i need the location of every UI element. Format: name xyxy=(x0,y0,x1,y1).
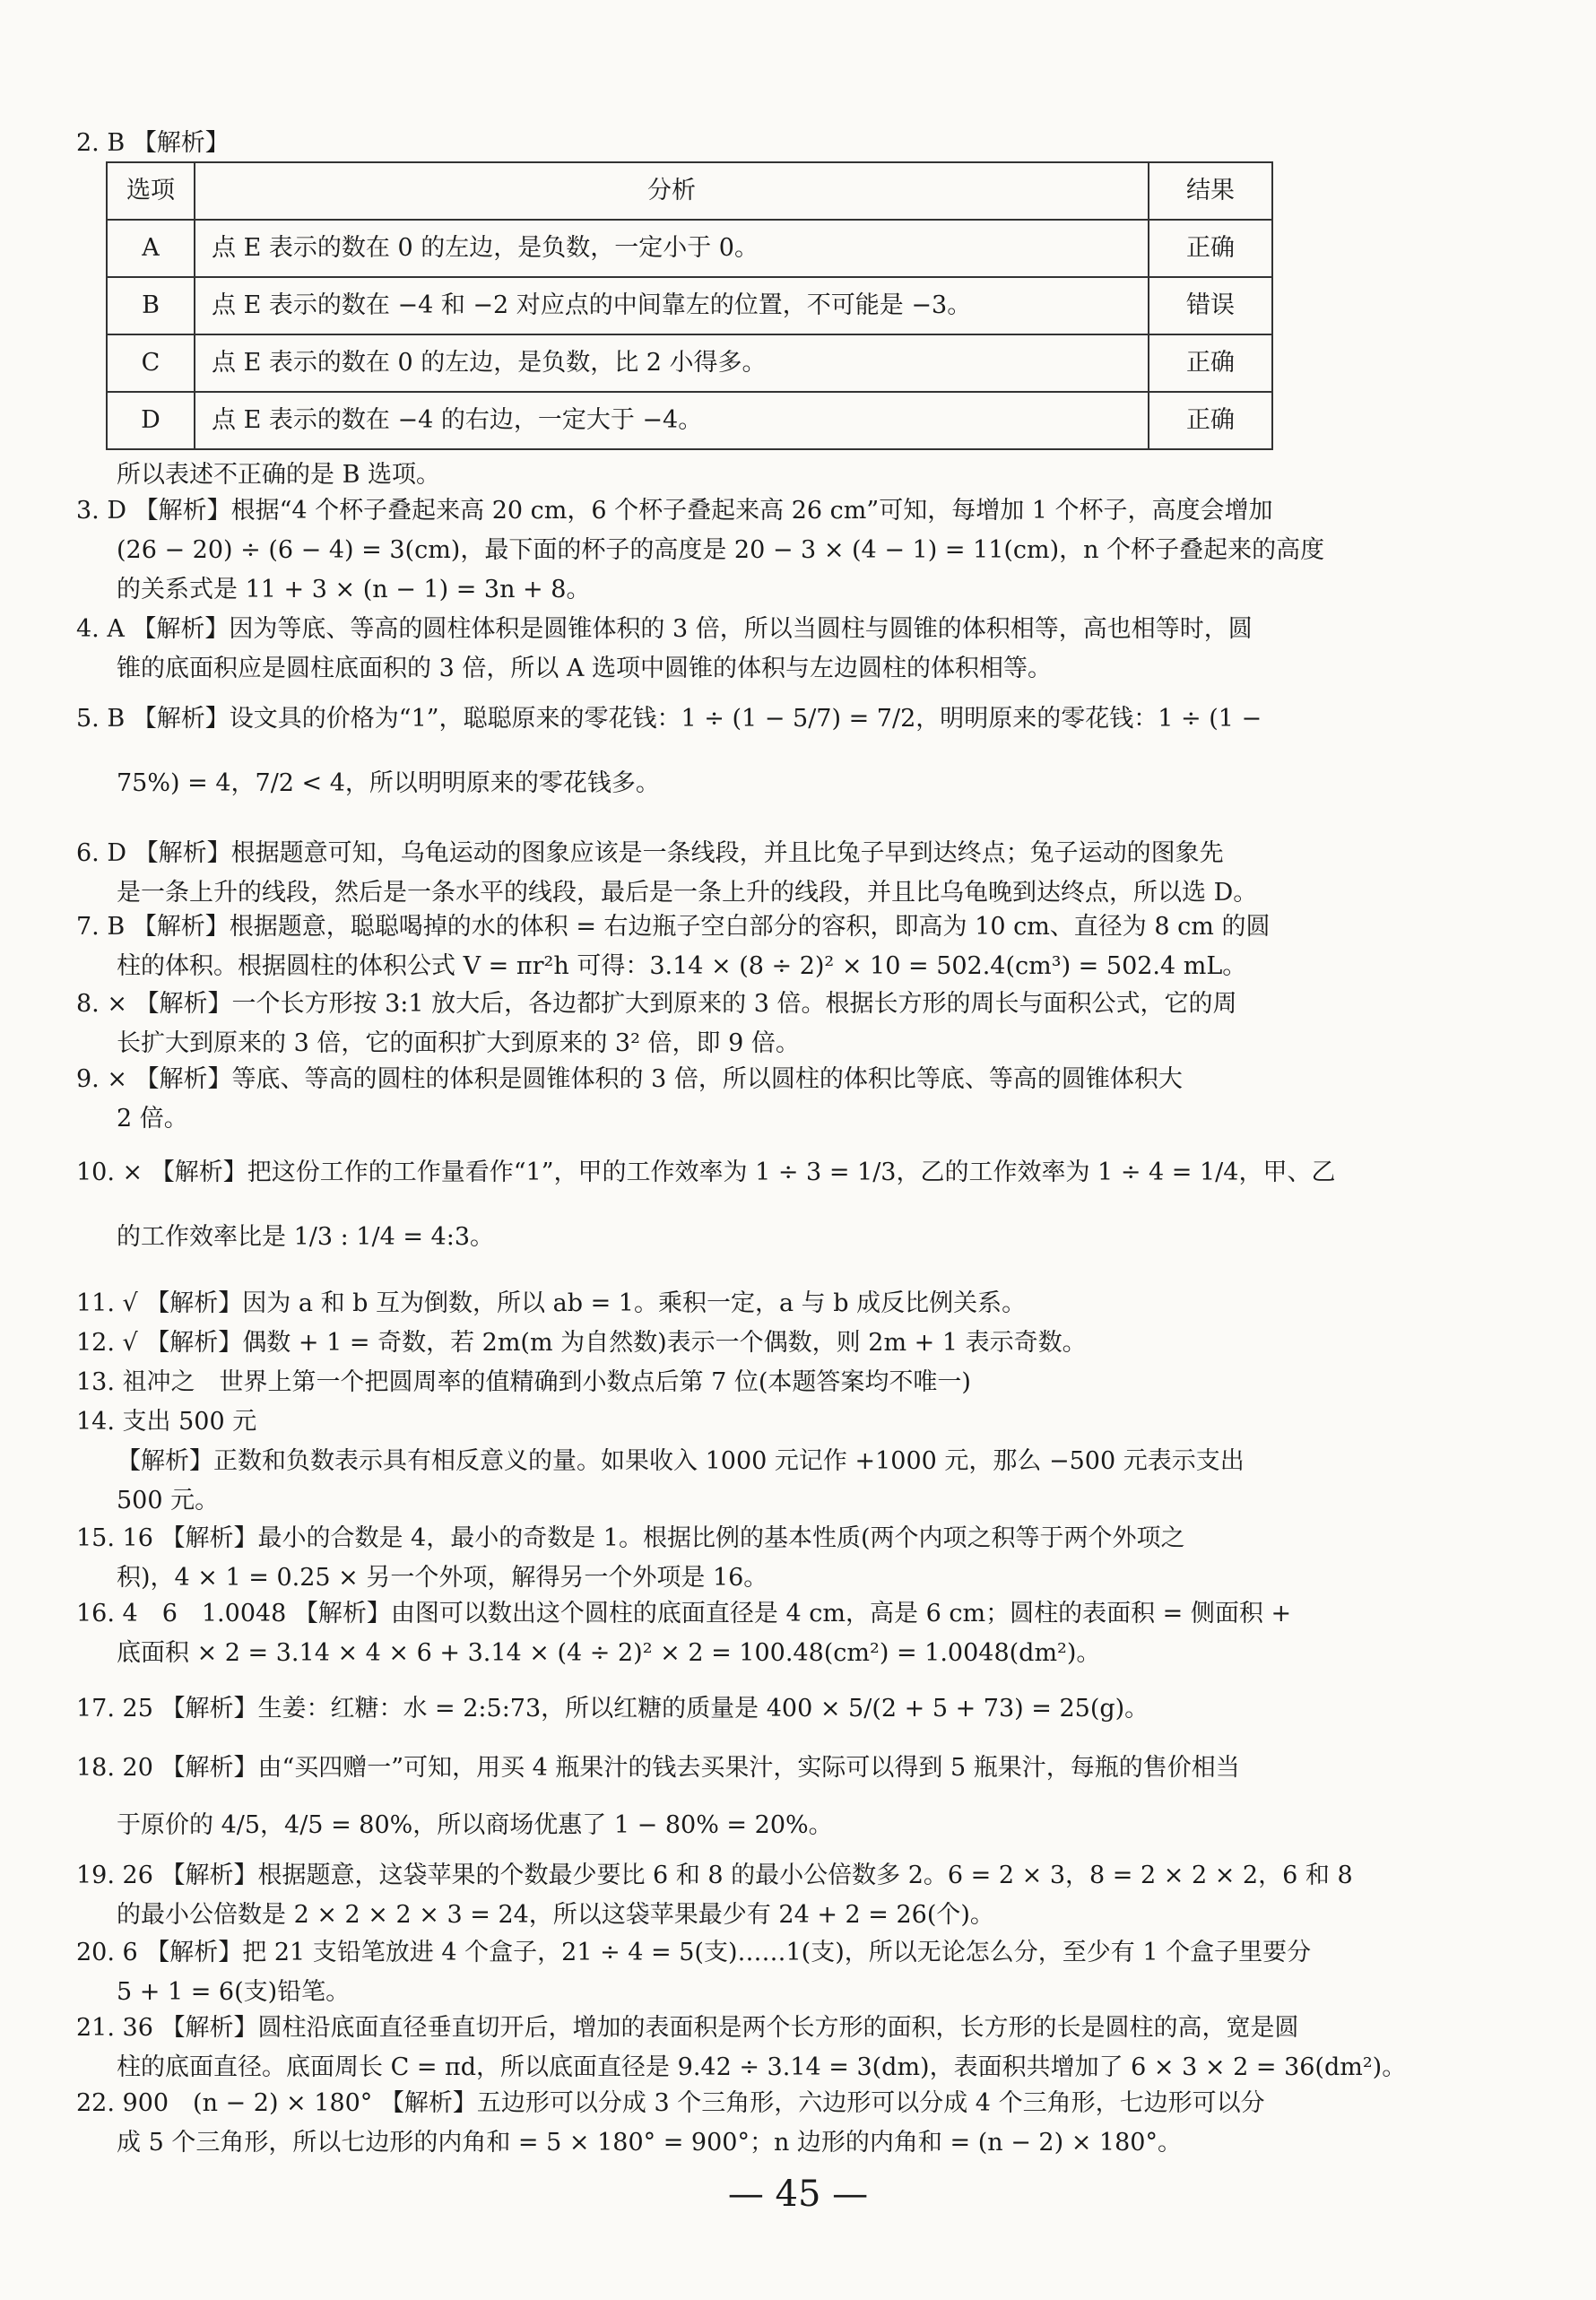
answer-11 xyxy=(76,1284,1462,1324)
answer-7 xyxy=(76,907,1462,986)
answer-line: 11. √ 【解析】因为 a 和 b 互为倒数，所以 ab = 1。乘积一定，a 与 b 成反比例关系。 xyxy=(76,1289,1027,1317)
answer-14 xyxy=(76,1402,1462,1521)
answer-line: 16. 4 6 1.0048 【解析】由图可以数出这个圆柱的底面直径是 4 cm，高是 6 cm；圆柱的表面积 = 侧面积 + xyxy=(76,1600,1292,1627)
answer-4 xyxy=(76,610,1462,689)
answer-line: 18. 20 【解析】由“买四赠一”可知，用买 4 瓶果汁的钱去买果汁，实际可以得到 5 瓶果汁，每瓶的售价相当 xyxy=(76,1754,1240,1782)
answer-line: 8. × 【解析】一个长方形按 3:1 放大后，各边都扩大到原来的 3 倍。根据长方形的周长与面积公式，它的周 xyxy=(76,990,1237,1018)
answer-line: 的工作效率比是 1/3 : 1/4 = 4:3。 xyxy=(117,1223,494,1251)
answer-line: 是一条上升的线段，然后是一条水平的线段，最后是一条上升的线段，并且比乌龟晚到达终点，所以选 D。 xyxy=(117,879,1258,907)
answer-line: 15. 16 【解析】最小的合数是 4，最小的奇数是 1。根据比例的基本性质(两个内项之积等于两个外项之 xyxy=(76,1524,1185,1552)
answer-6 xyxy=(76,834,1462,913)
answer-10 xyxy=(76,1153,1462,1257)
answer-20 xyxy=(76,1933,1462,2012)
answer-line: 3. D 【解析】根据“4 个杯子叠起来高 20 cm，6 个杯子叠起来高 26 cm”可知，每增加 1 个杯子，高度会增加 xyxy=(76,497,1273,525)
table-row xyxy=(107,220,1272,277)
row-option: A xyxy=(107,220,195,277)
header-analysis: 分析 xyxy=(195,162,1149,220)
answer-line: 锥的底面积应是圆柱底面积的 3 倍，所以 A 选项中圆锥的体积与左边圆柱的体积相等。 xyxy=(117,655,1053,682)
answer-line: 于原价的 4/5，4/5 = 80%，所以商场优惠了 1 − 80% = 20%。 xyxy=(117,1811,833,1839)
page-number: — 45 — xyxy=(727,2174,869,2215)
answer-line: 22. 900 (n − 2) × 180° 【解析】五边形可以分成 3 个三角形，六边形可以分成 4 个三角形，七边形可以分 xyxy=(76,2089,1265,2117)
table-row xyxy=(107,277,1272,334)
q2-conclusion: 所以表述不正确的是 B 选项。 xyxy=(117,461,441,489)
answer-8 xyxy=(76,985,1462,1063)
answer-line: 4. A 【解析】因为等底、等高的圆柱体积是圆锥体积的 3 倍，所以当圆柱与圆锥的体积相等，高也相等时，圆 xyxy=(76,615,1253,643)
answer-line: 6. D 【解析】根据题意可知，乌龟运动的图象应该是一条线段，并且比兔子早到达终点；兔子运动的图象先 xyxy=(76,839,1224,867)
table-row xyxy=(107,334,1272,392)
answer-line: 17. 25 【解析】生姜：红糖：水 = 2:5:73，所以红糖的质量是 400 × 5/(2 + 5 + 73) = 25(g)。 xyxy=(76,1695,1149,1723)
header-result: 结果 xyxy=(1149,162,1272,220)
answer-16 xyxy=(76,1594,1462,1673)
answer-line: 9. × 【解析】等底、等高的圆柱的体积是圆锥体积的 3 倍，所以圆柱的体积比等底、等高的圆锥体积大 xyxy=(76,1065,1183,1093)
answer-line: 2 倍。 xyxy=(117,1105,188,1133)
row-option: B xyxy=(107,277,195,334)
answer-line: 长扩大到原来的 3 倍，它的面积扩大到原来的 3² 倍，即 9 倍。 xyxy=(117,1029,800,1057)
row-result: 正确 xyxy=(1149,220,1272,277)
answer-17 xyxy=(76,1689,1462,1729)
row-analysis: 点 E 表示的数在 0 的左边，是负数，比 2 小得多。 xyxy=(195,334,1149,392)
answer-21 xyxy=(76,2009,1462,2087)
table-row xyxy=(107,392,1272,449)
answer-line: 【解析】正数和负数表示具有相反意义的量。如果收入 1000 元记作 +1000 元，那么 −500 元表示支出 xyxy=(117,1447,1245,1475)
row-option: C xyxy=(107,334,195,392)
answer-line: 14. 支出 500 元 xyxy=(76,1408,257,1436)
answer-13 xyxy=(76,1363,1462,1402)
answer-line: 底面积 × 2 = 3.14 × 4 × 6 + 3.14 × (4 ÷ 2)² × 2 = 100.48(cm²) = 1.0048(dm²)。 xyxy=(117,1639,1101,1667)
answer-line: 10. × 【解析】把这份工作的工作量看作“1”，甲的工作效率为 1 ÷ 3 = 1/3，乙的工作效率为 1 ÷ 4 = 1/4，甲、乙 xyxy=(76,1159,1336,1186)
answer-line: 19. 26 【解析】根据题意，这袋苹果的个数最少要比 6 和 8 的最小公倍数多 2。6 = 2 × 3，8 = 2 × 2 × 2，6 和 8 xyxy=(76,1862,1353,1889)
answer-line: 的关系式是 11 + 3 × (n − 1) = 3n + 8。 xyxy=(117,576,591,603)
answer-line: 500 元。 xyxy=(117,1487,220,1515)
row-result: 正确 xyxy=(1149,392,1272,449)
answer-line: 柱的体积。根据圆柱的体积公式 V = πr²h 可得：3.14 × (8 ÷ 2)² × 10 = 502.4(cm³) = 502.4 mL。 xyxy=(117,952,1247,980)
answer-line: 13. 祖冲之 世界上第一个把圆周率的值精确到小数点后第 7 位(本题答案均不唯一) xyxy=(76,1368,971,1396)
answer-15 xyxy=(76,1519,1462,1598)
q2-head: 2. B 【解析】 xyxy=(76,129,230,157)
answer-3 xyxy=(76,491,1462,610)
answer-22 xyxy=(76,2084,1462,2163)
row-result: 正确 xyxy=(1149,334,1272,392)
answer-line: 成 5 个三角形，所以七边形的内角和 = 5 × 180° = 900°；n 边形的内角和 = (n − 2) × 180°。 xyxy=(117,2129,1182,2157)
answer-5 xyxy=(76,699,1462,803)
answer-line: 75%) = 4，7/2 < 4，所以明明原来的零花钱多。 xyxy=(117,769,660,797)
answer-line: 的最小公倍数是 2 × 2 × 2 × 3 = 24，所以这袋苹果最少有 24 + 2 = 26(个)。 xyxy=(117,1901,994,1929)
answer-line: 柱的底面直径。底面周长 C = πd，所以底面直径是 9.42 ÷ 3.14 = 3(dm)，表面积共增加了 6 × 3 × 2 = 36(dm²)。 xyxy=(117,2053,1407,2081)
row-result: 错误 xyxy=(1149,277,1272,334)
answer-line: 12. √ 【解析】偶数 + 1 = 奇数，若 2m(m 为自然数)表示一个偶数，则 2m + 1 表示奇数。 xyxy=(76,1329,1087,1357)
answer-line: 7. B 【解析】根据题意，聪聪喝掉的水的体积 = 右边瓶子空白部分的容积，即高为 10 cm、直径为 8 cm 的圆 xyxy=(76,913,1271,941)
q2-option-table xyxy=(106,161,1273,450)
row-option: D xyxy=(107,392,195,449)
header-option: 选项 xyxy=(107,162,195,220)
row-analysis: 点 E 表示的数在 −4 和 −2 对应点的中间靠左的位置，不可能是 −3。 xyxy=(195,277,1149,334)
answer-line: 5. B 【解析】设文具的价格为“1”，聪聪原来的零花钱：1 ÷ (1 − 5/7) = 7/2，明明原来的零花钱：1 ÷ (1 − xyxy=(76,705,1262,733)
answer-line: (26 − 20) ÷ (6 − 4) = 3(cm)，最下面的杯子的高度是 20 − 3 × (4 − 1) = 11(cm)，n 个杯子叠起来的高度 xyxy=(117,536,1325,564)
answer-9 xyxy=(76,1060,1462,1139)
answer-line: 积)，4 × 1 = 0.25 × 另一个外项，解得另一个外项是 16。 xyxy=(117,1564,768,1592)
row-analysis: 点 E 表示的数在 −4 的右边，一定大于 −4。 xyxy=(195,392,1149,449)
answer-line: 20. 6 【解析】把 21 支铅笔放进 4 个盒子，21 ÷ 4 = 5(支)……1(支)，所以无论怎么分，至少有 1 个盒子里要分 xyxy=(76,1939,1312,1966)
answer-line: 21. 36 【解析】圆柱沿底面直径垂直切开后，增加的表面积是两个长方形的面积，长方形的长是圆柱的高，宽是圆 xyxy=(76,2014,1299,2042)
table-header-row xyxy=(107,162,1272,220)
answer-19 xyxy=(76,1856,1462,1935)
answer-line: 5 + 1 = 6(支)铅笔。 xyxy=(117,1978,351,2006)
row-analysis: 点 E 表示的数在 0 的左边，是负数，一定小于 0。 xyxy=(195,220,1149,277)
answer-18 xyxy=(76,1749,1462,1845)
answer-12 xyxy=(76,1324,1462,1363)
